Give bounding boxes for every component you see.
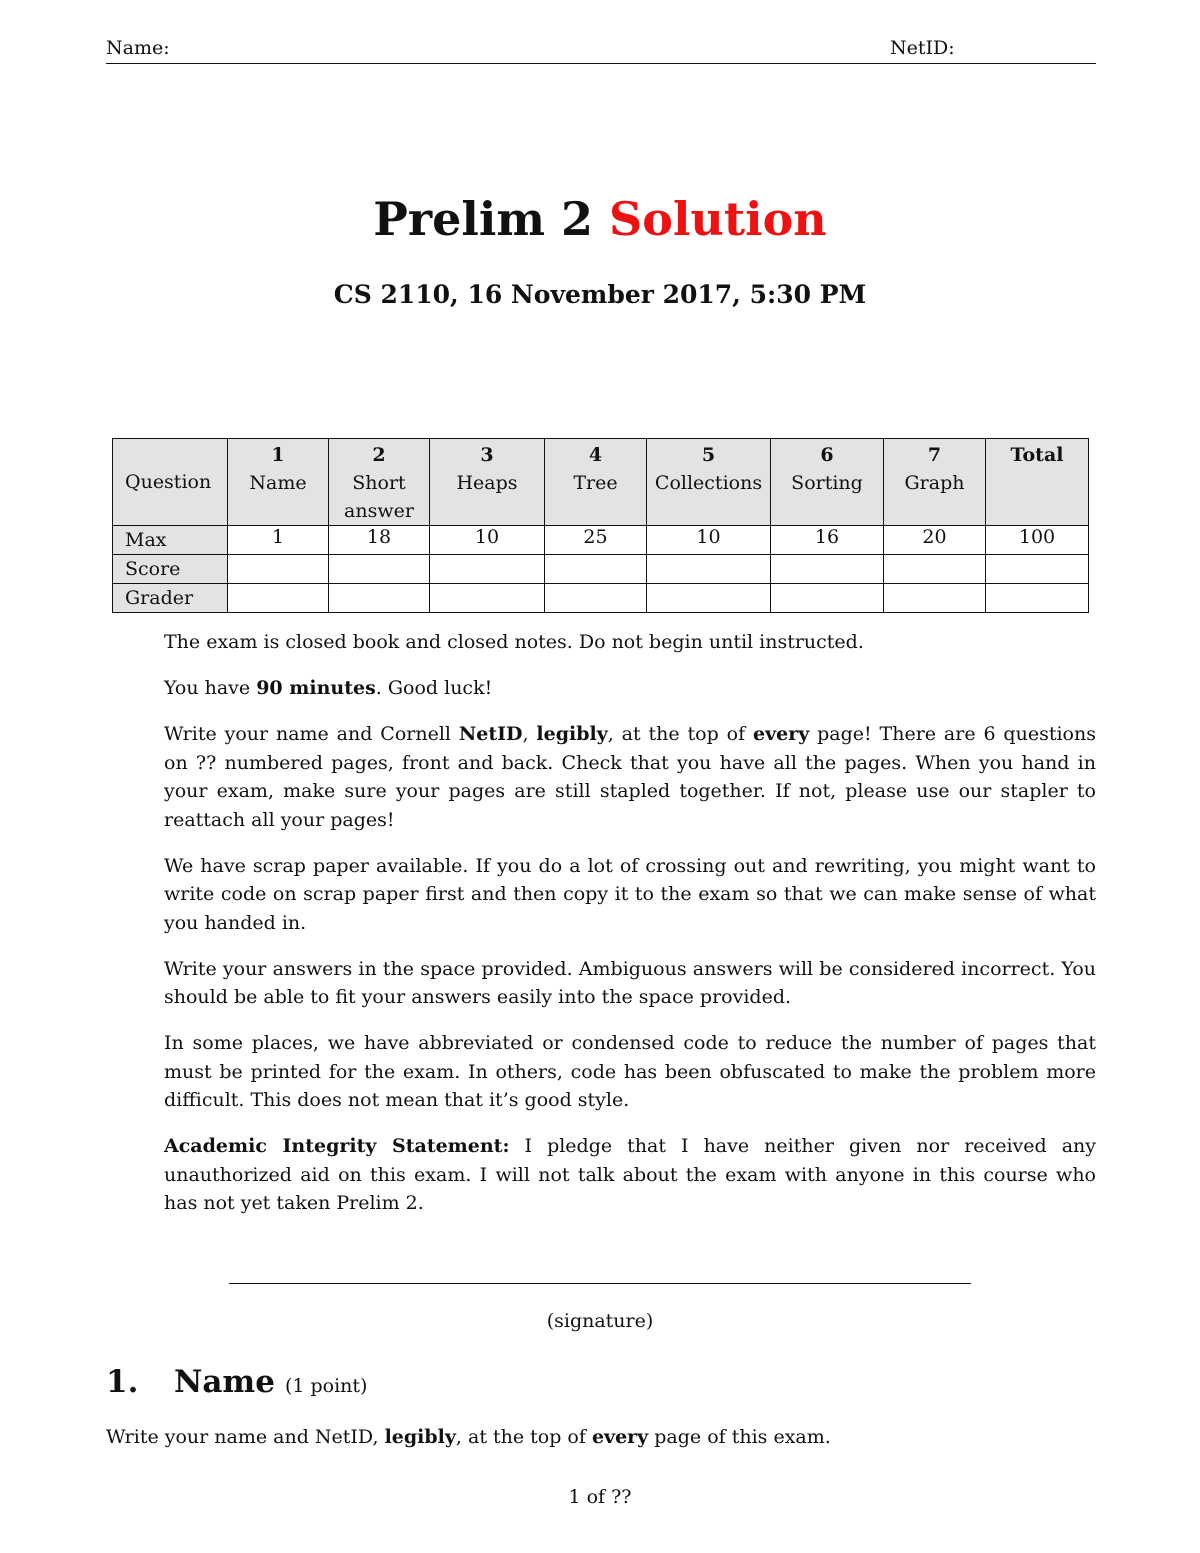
- max-cell: 20: [884, 526, 986, 555]
- score-cell: [228, 555, 329, 584]
- section-number: 1.: [106, 1364, 139, 1400]
- max-label: Max: [113, 526, 228, 555]
- page-number: 1 of ??: [568, 1486, 632, 1508]
- score-cell: [647, 555, 771, 584]
- grader-cell: [986, 584, 1089, 613]
- section-title: Name: [174, 1364, 275, 1400]
- score-table: [112, 438, 1089, 613]
- question-header-6: [771, 439, 884, 526]
- score-label: Score: [113, 555, 228, 584]
- section-text: page of this exam.: [648, 1426, 831, 1448]
- total-header: [986, 439, 1089, 526]
- instruction-closed-book: The exam is closed book and closed notes. Do not begin until instructed.: [164, 631, 864, 653]
- page-title: [0, 192, 1200, 246]
- question-header-1: [228, 439, 329, 526]
- max-cell: 16: [771, 526, 884, 555]
- grader-cell: [647, 584, 771, 613]
- grader-cell: [884, 584, 986, 613]
- instruction-answers: Write your answers in the space provided. Ambiguous answers will be considered incorrect. You should be able to fit your answers easily into the space provided.: [164, 957, 1096, 1008]
- question-number: 6: [820, 444, 834, 466]
- question-header-5: [647, 439, 771, 526]
- name-label: Name:: [106, 37, 170, 59]
- question-header-4: [545, 439, 647, 526]
- score-cell: [329, 555, 430, 584]
- question-topic: Graph: [904, 472, 965, 494]
- question-label: Question: [113, 439, 228, 526]
- question-topic: Short: [352, 472, 406, 494]
- question-topic: Name: [249, 472, 307, 494]
- max-cell: 18: [329, 526, 430, 555]
- signature-label: (signature): [546, 1310, 654, 1332]
- netid-emphasis: NetID: [458, 723, 523, 745]
- section-text: Write your name and NetID,: [106, 1426, 385, 1448]
- question-number: 7: [927, 444, 942, 466]
- score-cell: [430, 555, 545, 584]
- question-topic: Tree: [573, 472, 618, 494]
- legibly-emphasis: legibly: [384, 1426, 456, 1448]
- integrity-statement: [164, 1132, 1096, 1218]
- signature-line: [229, 1283, 971, 1284]
- grader-cell: [329, 584, 430, 613]
- question-header-7: [884, 439, 986, 526]
- grader-label: Grader: [113, 584, 228, 613]
- title-main: Prelim 2: [373, 192, 594, 246]
- question-number: 5: [701, 444, 716, 466]
- instruction-text: You have: [164, 677, 257, 699]
- instruction-text: page! There are 6 questions on ?? numbered pages, front and back. Check that you have all the pages. When you hand in your exam, make sure your pages are still stapled together. If not, please use our stapler to reattach all your pages!: [164, 723, 1096, 831]
- grader-cell: [430, 584, 545, 613]
- score-cell: [884, 555, 986, 584]
- legibly-emphasis: legibly: [536, 723, 608, 745]
- instruction-code-style: In some places, we have abbreviated or condensed code to reduce the number of pages that must be printed for the exam. In others, code has been obfuscated to make the problem more difficult. This does not mean that it’s good style.: [164, 1032, 1096, 1111]
- question-number: 3: [480, 444, 494, 466]
- question-header-2: [329, 439, 430, 526]
- question-number: 1: [271, 444, 285, 466]
- grader-cell: [545, 584, 647, 613]
- max-cell: 25: [545, 526, 647, 555]
- total-max-cell: 100: [986, 526, 1089, 555]
- grader-cell: [228, 584, 329, 613]
- integrity-label: Academic Integrity Statement:: [164, 1135, 510, 1157]
- instruction-text: ,: [522, 723, 537, 745]
- instruction-text: Write your name and Cornell: [164, 723, 459, 745]
- section-heading: [106, 1364, 367, 1400]
- total-label: Total: [1010, 444, 1064, 466]
- instruction-scrap-paper: We have scrap paper available. If you do a lot of crossing out and rewriting, you might want to write code on scrap paper first and then copy it to the exam so that we can make sense of what you handed in.: [164, 854, 1096, 934]
- instruction-name: [164, 720, 1096, 834]
- question-topic-line2: answer: [344, 500, 414, 522]
- section-text: , at the top of: [455, 1426, 592, 1448]
- question-number: 4: [588, 444, 603, 466]
- netid-label: NetID:: [890, 37, 955, 59]
- question-header-3: [430, 439, 545, 526]
- instructions: [164, 628, 1096, 1235]
- score-row: [113, 555, 1089, 584]
- section-instruction: [106, 1426, 831, 1448]
- max-row: [113, 526, 1089, 555]
- question-number: 2: [372, 444, 386, 466]
- every-emphasis: every: [591, 1426, 649, 1448]
- score-cell: [545, 555, 647, 584]
- section-points: (1 point): [284, 1375, 368, 1397]
- grader-row: [113, 584, 1089, 613]
- instruction-time: [164, 674, 1096, 703]
- score-cell: [771, 555, 884, 584]
- title-accent: Solution: [609, 192, 827, 246]
- instruction-text: , at the top of: [607, 723, 753, 745]
- every-emphasis: every: [752, 723, 810, 745]
- instruction-text: . Good luck!: [375, 677, 493, 699]
- exam-subtitle: CS 2110, 16 November 2017, 5:30 PM: [333, 280, 867, 309]
- max-cell: 10: [430, 526, 545, 555]
- page-header: [106, 33, 1096, 64]
- question-topic: Sorting: [791, 472, 863, 494]
- grader-cell: [771, 584, 884, 613]
- time-limit: 90 minutes: [256, 677, 376, 699]
- score-table-header-row: [113, 439, 1089, 526]
- score-cell: [986, 555, 1089, 584]
- integrity-text: I pledge that I have neither given nor received any unauthorized aid on this exam. I will not talk about the exam with anyone in this course who has not yet taken Prelim 2.: [164, 1135, 1096, 1214]
- question-topic: Heaps: [456, 472, 518, 494]
- max-cell: 10: [647, 526, 771, 555]
- max-cell: 1: [228, 526, 329, 555]
- question-topic: Collections: [654, 472, 763, 494]
